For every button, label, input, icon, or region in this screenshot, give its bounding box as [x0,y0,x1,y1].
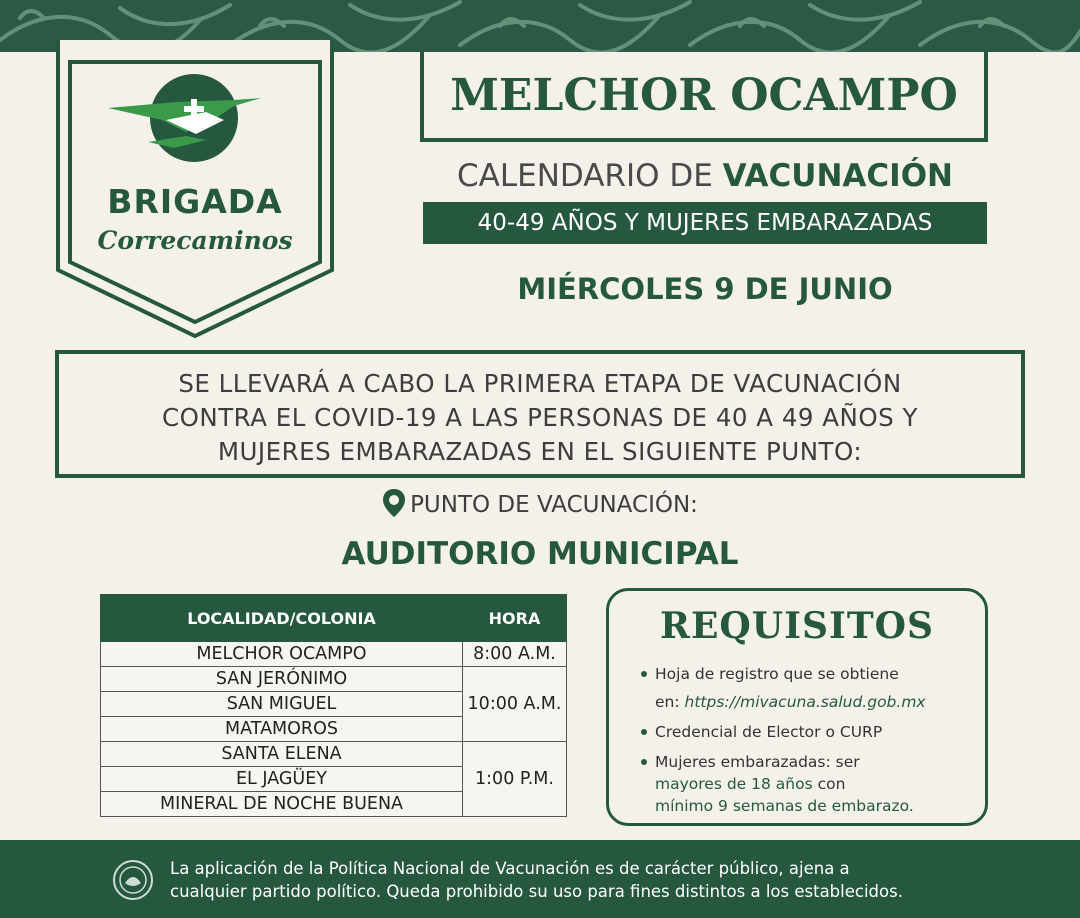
table-row [101,667,567,692]
time-cell: 8:00 A.M. [463,642,567,667]
requirement-item [639,721,979,743]
requirement-text: con [817,775,846,793]
schedule-table [100,594,567,817]
requirement-item [639,663,979,713]
notice-line-1: SE LLEVARÁ A CABO LA PRIMERA ETAPA DE VACUNACIÓN [178,369,902,398]
vaccination-point-text: PUNTO DE VACUNACIÓN: [410,492,698,518]
table-row [101,642,567,667]
requirement-text: Credencial de Elector o CURP [655,723,883,741]
locality-column-header: LOCALIDAD/COLONIA [101,595,463,642]
map-pin-icon [382,488,406,524]
requirement-text: Hoja de registro que se obtiene [655,665,899,683]
locality-cell: SAN JERÓNIMO [101,667,463,692]
footer-line-2: cualquier partido político. Queda prohibido su uso para fines distintos a los establecidos. [170,882,903,901]
calendar-heading [420,158,990,194]
time-column-header: HORA [463,595,567,642]
requirements-box [606,588,988,826]
locality-cell: MELCHOR OCAMPO [101,642,463,667]
footer-line-1: La aplicación de la Política Nacional de Vacunación es de carácter público, ajena a [170,859,850,878]
requirement-prefix: en: [655,693,680,711]
locality-cell: SANTA ELENA [101,742,463,767]
registration-link[interactable]: https://mivacuna.salud.gob.mx [684,693,926,711]
age-group-label: 40-49 AÑOS Y MUJERES EMBARAZADAS [477,210,933,236]
requirement-highlight: mayores de 18 años [655,775,813,793]
brigada-badge [56,40,334,340]
vaccination-date: MIÉRCOLES 9 DE JUNIO [517,272,893,306]
locality-cell: MINERAL DE NOCHE BUENA [101,792,463,817]
notice-box [55,350,1025,478]
time-cell: 1:00 P.M. [463,742,567,817]
correcaminos-subtitle: Correcaminos [97,226,293,255]
locality-cell: EL JAGÜEY [101,767,463,792]
age-group-band [423,202,987,244]
locality-cell: MATAMOROS [101,717,463,742]
government-seal-icon [112,859,154,905]
notice-line-3: MUJERES EMBARAZADAS EN EL SIGUIENTE PUNTO: [217,437,863,466]
brigada-title: BRIGADA [107,182,283,221]
vaccination-venue: AUDITORIO MUNICIPAL [341,536,739,572]
requirements-title: REQUISITOS [660,605,934,647]
vaccination-point-label [0,488,1080,524]
notice-line-2: CONTRA EL COVID-19 A LAS PERSONAS DE 40 A 49 AÑOS Y [162,403,918,432]
municipality-title: MELCHOR OCAMPO [450,69,958,121]
locality-cell: SAN MIGUEL [101,692,463,717]
table-header-row [101,595,567,642]
municipality-title-box [420,52,988,142]
calendar-prefix: CALENDARIO DE [456,158,713,194]
footer-disclaimer [170,857,903,903]
requirement-text: Mujeres embarazadas: ser [655,753,860,771]
calendar-bold: VACUNACIÓN [722,158,953,194]
time-cell: 10:00 A.M. [463,667,567,742]
requirements-list [639,663,979,825]
requirement-highlight: mínimo 9 semanas de embarazo. [655,797,914,815]
table-row [101,742,567,767]
requirement-item [639,751,979,817]
